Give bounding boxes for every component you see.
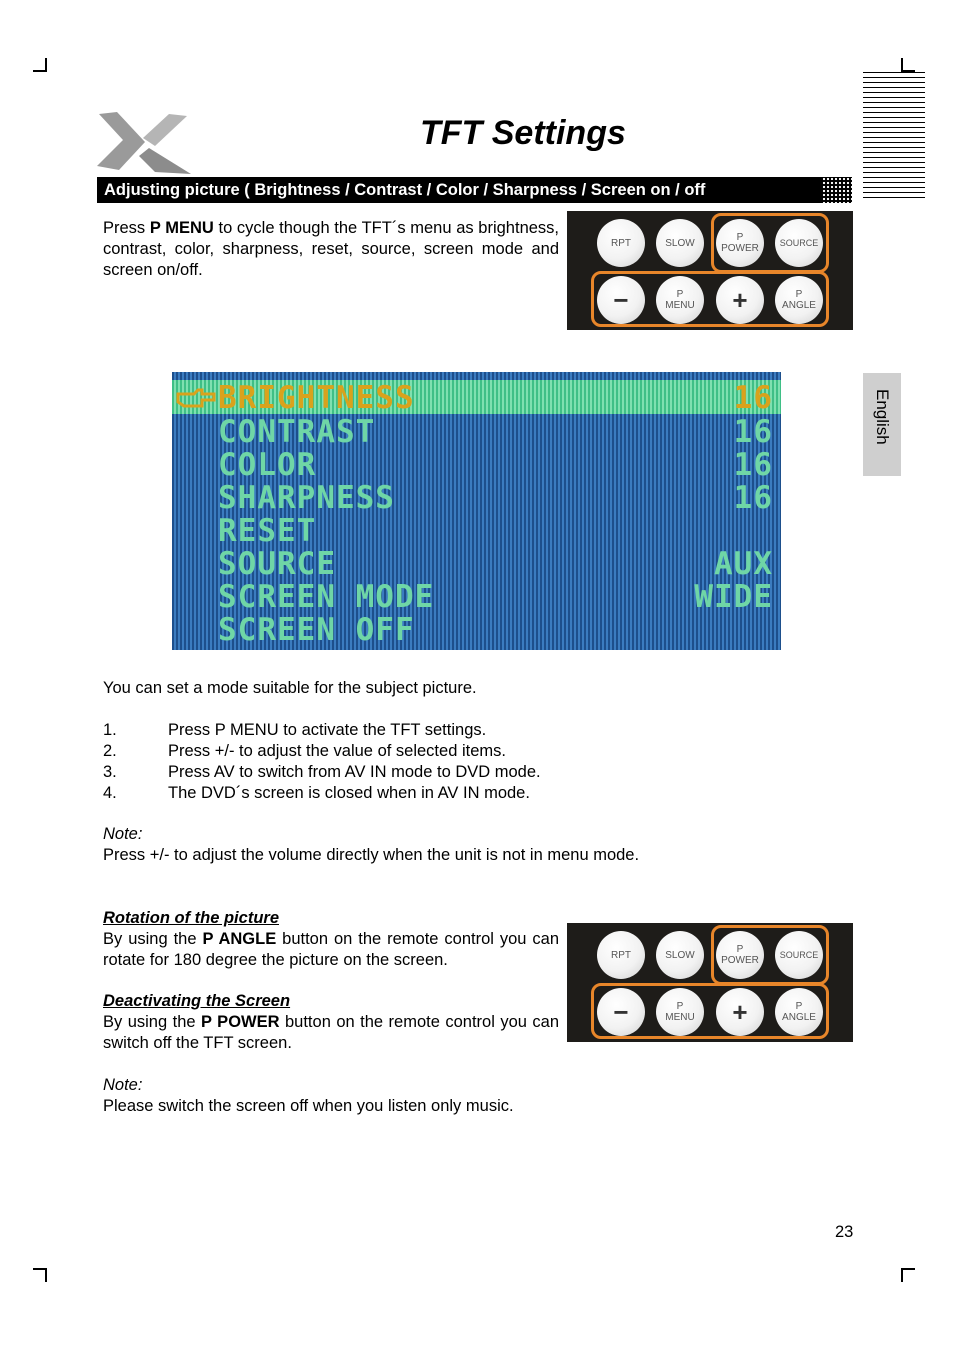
remote-button-source: SOURCE	[775, 931, 823, 979]
crop-mark-top-left	[33, 58, 47, 72]
page-title: TFT Settings	[420, 114, 626, 152]
pointing-hand-icon	[176, 386, 216, 410]
language-tab	[863, 373, 901, 476]
step-item: 4. The DVD´s screen is closed when in AV IN mode.	[103, 784, 530, 802]
step-item: 1. Press P MENU to activate the TFT settings.	[103, 721, 487, 739]
section-banner	[97, 177, 852, 203]
osd-row-reset: RESET	[218, 513, 317, 549]
intro-post: to cycle though the TFT´s menu as brightness, contrast, color, sharpness, reset, source, screen mode and screen on/off.	[103, 219, 560, 279]
remote-button-p-menu: P MENU	[656, 276, 704, 324]
osd-row-contrast: CONTRAST 16	[218, 414, 773, 450]
osd-row-screen-mode: SCREEN MODE WIDE	[218, 579, 773, 615]
rotation-paragraph: By using the P ANGLE button on the remote control you can rotate for 180 degree the picture on the screen.	[103, 930, 559, 969]
step-item: 2. Press +/- to adjust the value of selected items.	[103, 742, 506, 760]
remote-button-slow: SLOW	[656, 931, 704, 979]
tft-osd-screen	[172, 372, 781, 650]
note-1-text: Press +/- to adjust the volume directly when the unit is not in menu mode.	[103, 846, 640, 864]
remote-button-rpt: RPT	[597, 219, 645, 267]
brand-logo-icon	[95, 108, 195, 176]
decorative-lines	[863, 72, 925, 200]
note-2-label: Note:	[103, 1076, 143, 1094]
crop-mark-bottom-left	[33, 1268, 47, 1282]
note-1-label: Note:	[103, 825, 143, 843]
remote-button-plus: +	[716, 276, 764, 324]
rotation-heading: Rotation of the picture	[103, 909, 279, 927]
remote-button-p-power: P POWER	[716, 931, 764, 979]
steps-list	[103, 720, 703, 804]
section-banner-text: Adjusting picture ( Brightness / Contrast / Color / Sharpness / Screen on / off	[104, 181, 706, 199]
deactivate-paragraph: By using the P POWER button on the remote control you can switch off the TFT screen.	[103, 1013, 559, 1052]
intro-key: P MENU	[149, 219, 214, 237]
remote-control-image-2	[567, 923, 853, 1042]
language-tab-label: English	[873, 389, 892, 445]
remote-button-plus: +	[716, 988, 764, 1036]
intro-paragraph	[103, 218, 559, 281]
crop-mark-top-right	[901, 58, 915, 72]
remote-button-source: SOURCE	[775, 219, 823, 267]
remote-button-p-power: P POWER	[716, 219, 764, 267]
remote-button-minus: −	[597, 988, 645, 1036]
remote-button-minus: −	[597, 276, 645, 324]
deactivate-heading: Deactivating the Screen	[103, 992, 291, 1010]
banner-dots-decoration	[822, 177, 852, 203]
remote-button-p-menu: P MENU	[656, 988, 704, 1036]
page-number: 23	[835, 1223, 854, 1241]
osd-row-source: SOURCE AUX	[218, 546, 773, 582]
remote-control-image-1	[567, 211, 853, 330]
osd-row-sharpness: SHARPNESS 16	[218, 480, 773, 516]
osd-row-color: COLOR 16	[218, 447, 773, 483]
crop-mark-bottom-right	[901, 1268, 915, 1282]
remote-button-rpt: RPT	[597, 931, 645, 979]
remote-button-p-angle: P ANGLE	[775, 276, 823, 324]
step-item: 3. Press AV to switch from AV IN mode to DVD mode.	[103, 763, 541, 781]
note-2-text: Please switch the screen off when you listen only music.	[103, 1097, 514, 1115]
osd-row-screen-off: SCREEN OFF	[218, 612, 415, 648]
intro-pre: Press	[103, 219, 150, 237]
remote-button-slow: SLOW	[656, 219, 704, 267]
mode-paragraph: You can set a mode suitable for the subject picture.	[103, 679, 477, 697]
osd-row-brightness: BRIGHTNESS 16	[218, 380, 773, 416]
remote-button-p-angle: P ANGLE	[775, 988, 823, 1036]
